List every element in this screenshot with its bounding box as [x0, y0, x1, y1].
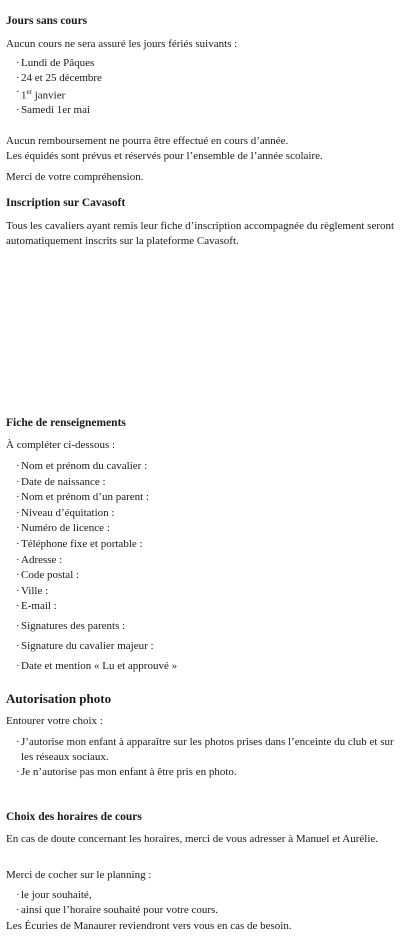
- cavasoft-text: Tous les cavaliers ayant remis leur fiche d’inscription accompagnée du règlement seront automatiquement inscrits sur la plateforme Cavasoft.: [6, 220, 395, 247]
- list-item: · Téléphone fixe et portable :: [16, 537, 405, 553]
- list-item: · Nom et prénom du cavalier :: [16, 459, 405, 475]
- list-item: · Niveau d’équitation :: [16, 506, 405, 522]
- section-title-jours: Jours sans cours: [6, 15, 88, 27]
- list-item: · Samedi 1er mai: [16, 103, 405, 118]
- jours-thanks: Merci de votre compréhension.: [6, 171, 144, 183]
- list-item: · Code postal :: [16, 568, 405, 584]
- horaires-list: [16, 888, 405, 918]
- fiche-signature-list: [16, 616, 405, 676]
- list-item: · E-mail :: [16, 599, 405, 615]
- list-item: · Adresse :: [16, 553, 405, 569]
- section-title-fiche: Fiche de renseignements: [6, 417, 126, 429]
- jours-note-1: Aucun remboursement ne pourra être effectué en cours d’année.: [6, 135, 289, 147]
- list-item: · le jour souhaité,: [16, 888, 405, 903]
- list-item: · Numéro de licence :: [16, 521, 405, 537]
- section-title-cavasoft: Inscription sur Cavasoft: [6, 197, 126, 209]
- list-item: · Signatures des parents :: [16, 616, 405, 636]
- list-item: · J’autorise mon enfant à apparaître sur les photos prises dans l’enceinte du club et sur les réseaux sociaux.: [16, 735, 405, 765]
- photo-list: [16, 735, 405, 780]
- section-title-horaires: Choix des horaires de cours: [6, 811, 142, 823]
- list-item: · Date et mention « Lu et approuvé »: [16, 656, 405, 676]
- list-item: · 24 et 25 décembre: [16, 71, 405, 86]
- fiche-intro: À compléter ci-dessous :: [6, 439, 116, 451]
- horaires-closing: Les Écuries de Manaurer reviendront vers vous en cas de besoin.: [6, 920, 292, 932]
- list-item: · 1er janvier: [16, 85, 405, 103]
- jours-list: [16, 56, 405, 118]
- list-item: · Date de naissance :: [16, 475, 405, 491]
- fiche-list: [16, 459, 405, 615]
- horaires-intro: Merci de cocher sur le planning :: [6, 869, 152, 881]
- list-item: · Ville :: [16, 584, 405, 600]
- photo-intro: Entourer votre choix :: [6, 715, 103, 727]
- section-title-photo: Autorisation photo: [6, 691, 112, 706]
- list-item: · Je n’autorise pas mon enfant à être pris en photo.: [16, 765, 405, 780]
- jours-note-2: Les équidés sont prévus et réservés pour l’ensemble de l’année scolaire.: [6, 150, 323, 162]
- jours-intro: Aucun cours ne sera assuré les jours fériés suivants :: [6, 38, 238, 50]
- list-item: · Lundi de Pâques: [16, 56, 405, 71]
- list-item: · Nom et prénom d’un parent :: [16, 490, 405, 506]
- list-item: · Signature du cavalier majeur :: [16, 636, 405, 656]
- list-item: · ainsi que l’horaire souhaité pour votre cours.: [16, 903, 405, 918]
- horaires-text: En cas de doute concernant les horaires, merci de vous adresser à Manuel et Aurélie.: [6, 833, 379, 845]
